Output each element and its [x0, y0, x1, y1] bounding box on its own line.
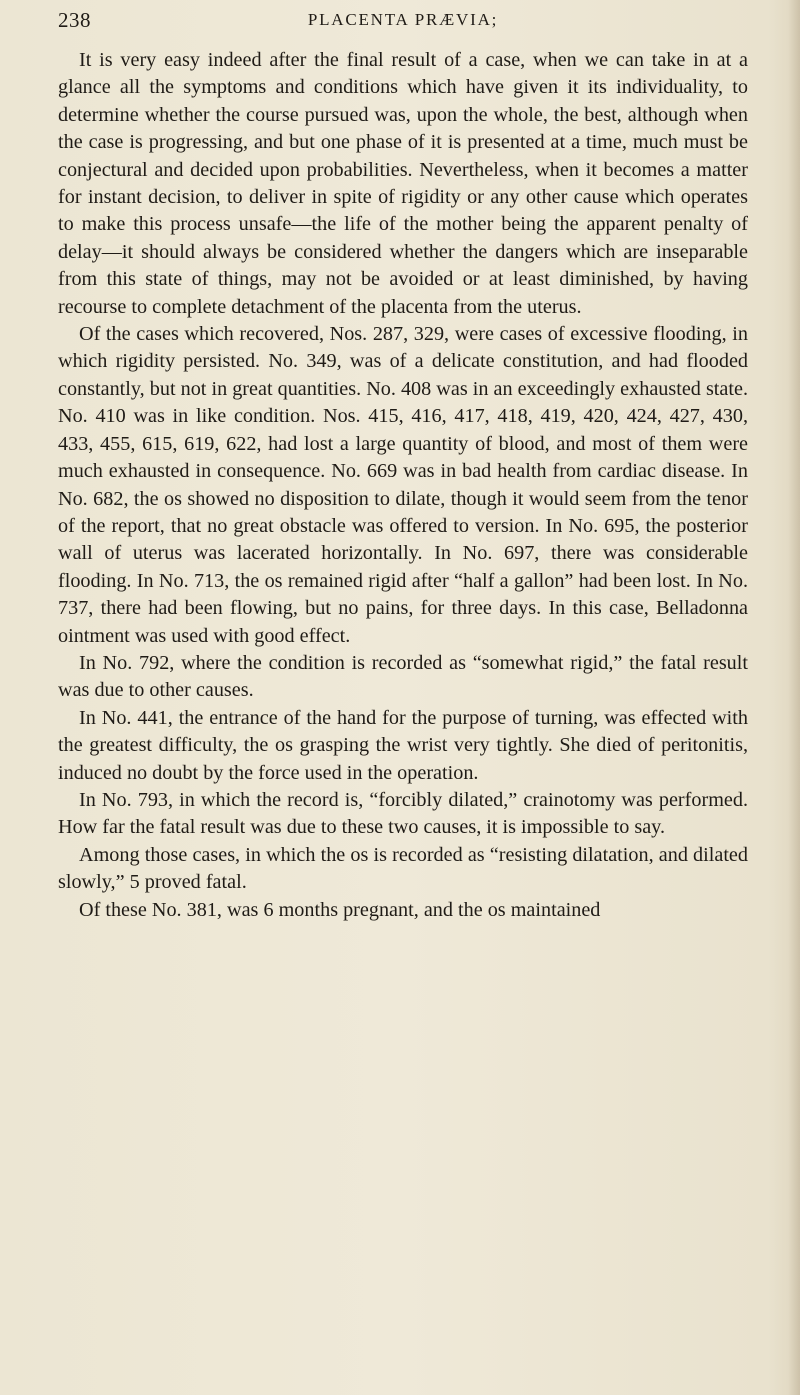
paragraph-7: Of these No. 381, was 6 months pregnant, and the os maintained — [79, 898, 601, 921]
body-text — [58, 47, 748, 924]
paragraph-6: Among those cases, in which the os is recorded as “resisting dilatation, and dilated slowly,” 5 proved fatal. — [58, 843, 748, 894]
page-edge-shadow — [788, 0, 800, 1395]
paragraph-3: In No. 792, where the condition is recorded as “somewhat rigid,” the fatal result was due to other causes. — [58, 651, 748, 702]
paragraph-1: It is very easy indeed after the final result of a case, when we can take in at a glance all the symptoms and conditions which have given it its individuality, to determine whether the course pursued was, upon the whole, the best, although when the case is progressing, and but one phase of it is presented at a time, much must be conjectural and decided upon probabilities. Nevertheless, when it becomes a matter for instant decision, to deliver in spite of rigidity or any other cause which operates to make this process unsafe—the life of the mother being the apparent penalty of delay—it should always be considered whether the dangers which are inseparable from this state of things, may not be avoided or at least diminished, by having recourse to complete detachment of the placenta from the uterus. — [58, 49, 748, 318]
paragraph-5: In No. 793, in which the record is, “forcibly dilated,” crainotomy was performed. How far the fatal result was due to these two causes, it is impossible to say. — [58, 788, 748, 839]
running-head: PLACENTA PRÆVIA; — [307, 10, 499, 29]
paragraph-4: In No. 441, the entrance of the hand for the purpose of turning, was effected with the greatest difficulty, the os grasping the wrist very tightly. She died of peritonitis, induced no doubt by the force used in the operation. — [58, 706, 748, 784]
paragraph-2: Of the cases which recovered, Nos. 287, 329, were cases of excessive flooding, in which rigidity persisted. No. 349, was of a delicate constitution, and had flooded constantly, but not in great quantities. No. 408 was in an exceedingly exhausted state. No. 410 was in like condition. Nos. 415, 416, 417, 418, 419, 420, 424, 427, 430, 433, 455, 615, 619, 622, had lost a large quantity of blood, and most of them were much exhausted in consequence. No. 669 was in bad health from cardiac disease. In No. 682, the os showed no disposition to dilate, though it would seem from the tenor of the report, that no great obstacle was offered to version. In No. 695, the posterior wall of uterus was lacerated horizontally. In No. 697, there was considerable flooding. In No. 713, the os remained rigid after “half a gallon” had been lost. In No. 737, there had been flowing, but no pains, for three days. In this case, Belladonna ointment was used with good effect. — [58, 323, 748, 647]
page-number: 238 — [58, 8, 91, 32]
page-header — [58, 8, 748, 36]
